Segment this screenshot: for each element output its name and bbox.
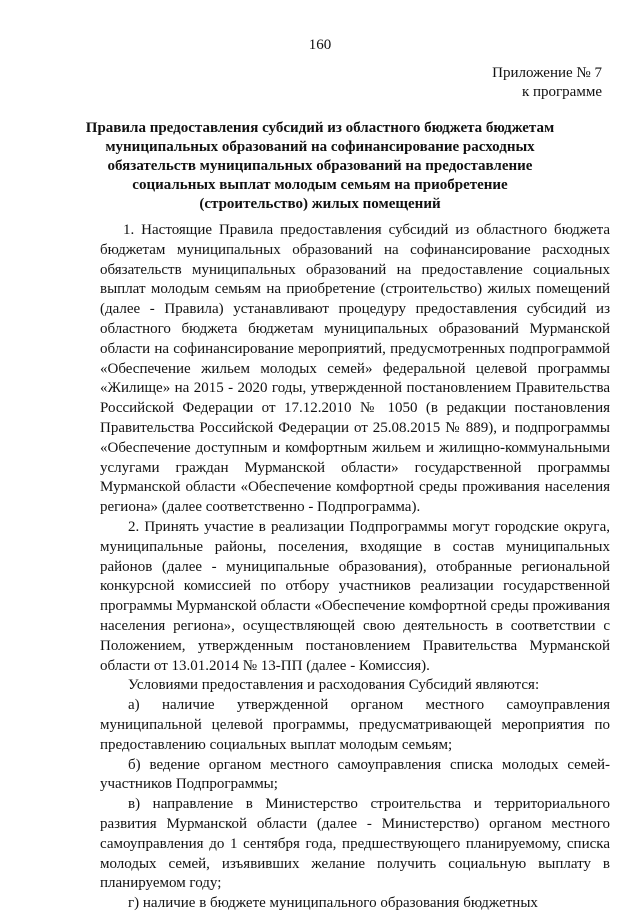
condition-b: б) ведение органом местного самоуправления списка молодых семей-участников Подпрограммы; bbox=[100, 756, 610, 793]
paragraph-1: 1. Настоящие Правила предоставления субсидий из областного бюджета бюджетам муниципальных образований на софинансирование расходных обязательств муниципальных образований на предоставление социальных выплат молодым семьям на приобретение (строительство) жилых помещений (далее - Правила) устанавливают процедуру предоставления субсидий из областного бюджета бюджетам муниципальных образований Мурманской области на софинансирование мероприятий, предусмотренных подпрограммой «Обеспечение жильем молодых семей» федеральной целевой программы «Жилище» на 2015 - 2020 годы, утвержденной постановлением Правительства Российской Федерации от 17.12.2010 № 1050 (в редакции постановления Правительства Российской Федерации от 25.08.2015 № 889), и подпрограммы «Обеспечение доступным и комфортным жильем и жилищно-коммунальными услугами граждан Мурманской области» государственной программы Мурманской области «Обеспечение комфортной среды проживания населения региона» (далее соответственно - Подпрограмма). bbox=[100, 222, 610, 516]
appendix-line-1: Приложение № 7 bbox=[492, 65, 602, 81]
condition-v: в) направление в Министерство строительства и территориального развития Мурманской области (далее - Министерство) органом местного самоуправления до 1 сентября года, предшествующего планируемому, списка молодых семей, изъявивших желание получить социальную выплату в планируемом году; bbox=[100, 796, 610, 892]
condition-g: г) наличие в бюджете муниципального образования бюджетных bbox=[128, 895, 538, 912]
document-body bbox=[100, 221, 610, 914]
appendix-line-2: к программе bbox=[521, 84, 602, 100]
appendix-reference bbox=[492, 64, 602, 102]
page-number: 160 bbox=[308, 37, 332, 53]
paragraph-2: 2. Принять участие в реализации Подпрограммы могут городские округа, муниципальные районы, поселения, входящие в состав муниципальных районов (далее - муниципальные образования), отобранные региональной конкурсной комиссией по отбору участников реализации государственной программы Мурманской области «Обеспечение комфортной среды проживания населения региона», осуществляющей свою деятельность в соответствии с Положением, утвержденным постановлением Правительства Мурманской области от 13.01.2014 № 13-ПП (далее - Комиссия). bbox=[100, 518, 610, 674]
conditions-intro: Условиями предоставления и расходования Субсидий являются: bbox=[128, 677, 540, 694]
document-title: Правила предоставления субсидий из областного бюджета бюджетам муниципальных образований на софинансирование расходных обязательств муниципальных образований на предоставление социальных выплат молодым семьям на приобретение (строительство) жилых помещений bbox=[85, 120, 555, 212]
condition-a: а) наличие утвержденной органом местного самоуправления муниципальной целевой программы, предусматривающей мероприятия по предоставлению социальных выплат молодым семьям; bbox=[100, 697, 610, 753]
